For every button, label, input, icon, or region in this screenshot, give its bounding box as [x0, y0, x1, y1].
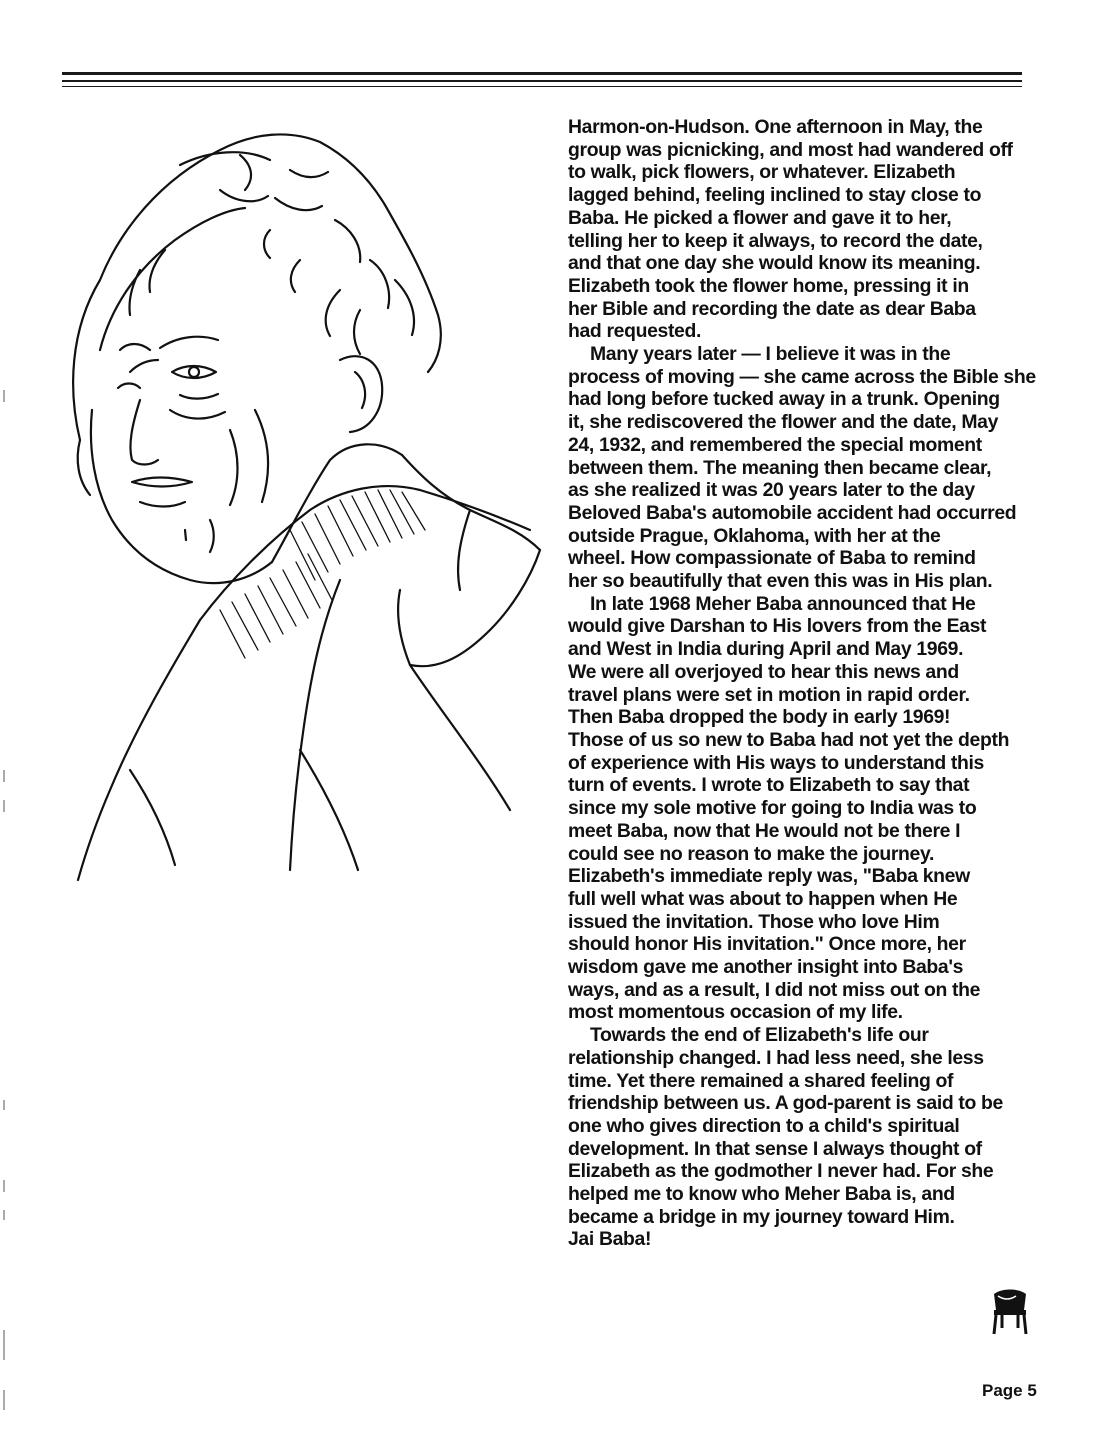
- paragraph-1: [568, 116, 1028, 343]
- header-rule-middle: [62, 80, 1022, 82]
- text-line: Elizabeth took the flower home, pressing it in: [568, 274, 969, 297]
- text-line: Towards the end of Elizabeth's life our: [590, 1024, 929, 1047]
- text-line: Beloved Baba's automobile accident had occurred: [568, 501, 1017, 524]
- text-line: turn of events. I wrote to Elizabeth to say that: [568, 774, 970, 797]
- text-line: helped me to know who Meher Baba is, and: [568, 1183, 955, 1206]
- paragraph-3: [568, 593, 1028, 1024]
- text-line: would give Darshan to His lovers from the East: [568, 615, 987, 638]
- text-line: full well what was about to happen when He: [568, 887, 958, 910]
- text-line: to walk, pick flowers, or whatever. Elizabeth: [568, 161, 956, 184]
- text-line: Elizabeth's immediate reply was, "Baba knew: [568, 865, 970, 888]
- text-line: had long before tucked away in a trunk. Opening: [568, 388, 1000, 411]
- text-line: relationship changed. I had less need, she less: [568, 1046, 984, 1069]
- text-line: group was picnicking, and most had wandered off: [568, 138, 1013, 161]
- article-body: [568, 116, 1036, 1251]
- text-line: wisdom gave me another insight into Baba's: [568, 956, 964, 979]
- text-line: 24, 1932, and remembered the special moment: [568, 433, 982, 456]
- paragraph-2: [568, 343, 1036, 593]
- portrait-sketch-icon: [40, 110, 560, 900]
- text-line: had requested.: [568, 320, 702, 343]
- text-line: and that one day she would know its meaning.: [568, 252, 981, 275]
- text-line: Jai Baba!: [568, 1228, 652, 1251]
- text-line: should honor His invitation." Once more, her: [568, 933, 966, 956]
- text-line: telling her to keep it always, to record the date,: [568, 229, 983, 252]
- text-line: outside Prague, Oklahoma, with her at the: [568, 524, 941, 547]
- text-line: Then Baba dropped the body in early 1969!: [568, 706, 951, 729]
- text-line: lagged behind, feeling inclined to stay close to: [568, 184, 982, 207]
- text-line: and West in India during April and May 1969.: [568, 638, 964, 661]
- text-line: time. Yet there remained a shared feeling of: [568, 1069, 954, 1092]
- text-line: ways, and as a result, I did not miss out on the: [568, 978, 981, 1001]
- scan-margin-marks: [0, 380, 10, 1430]
- text-line: Many years later — I believe it was in the: [590, 343, 951, 366]
- text-line: most momentous occasion of my life.: [568, 1001, 903, 1024]
- header-rule-top: [62, 72, 1022, 75]
- paragraph-4: [568, 1024, 1028, 1228]
- text-line: issued the invitation. Those who love Him: [568, 910, 940, 933]
- text-line: travel plans were set in motion in rapid order.: [568, 683, 970, 706]
- text-line: Elizabeth as the godmother I never had. For she: [568, 1160, 994, 1183]
- chair-emblem-icon: [988, 1288, 1032, 1336]
- text-line: one who gives direction to a child's spiritual: [568, 1114, 960, 1137]
- text-line: meet Baba, now that He would not be there I: [568, 819, 961, 842]
- closing-line: [568, 1228, 1028, 1251]
- text-line: process of moving — she came across the Bible she: [568, 365, 1036, 388]
- text-line: it, she rediscovered the flower and the date, May: [568, 411, 999, 434]
- text-line: her Bible and recording the date as dear Baba: [568, 297, 976, 320]
- text-line: In late 1968 Meher Baba announced that He: [590, 592, 976, 615]
- text-line: wheel. How compassionate of Baba to remind: [568, 547, 976, 570]
- text-line: friendship between us. A god-parent is said to be: [568, 1092, 1003, 1115]
- text-line: became a bridge in my journey toward Him.: [568, 1205, 955, 1228]
- text-line: her so beautifully that even this was in His plan.: [568, 570, 993, 593]
- text-line: could see no reason to make the journey.: [568, 842, 935, 865]
- text-line: since my sole motive for going to India was to: [568, 797, 977, 820]
- text-line: of experience with His ways to understand this: [568, 751, 984, 774]
- text-line: Baba. He picked a flower and gave it to her,: [568, 206, 952, 229]
- text-line: between them. The meaning then became clear,: [568, 456, 992, 479]
- page-number: Page 5: [982, 1381, 1037, 1400]
- header-rule-bottom: [62, 86, 1022, 87]
- text-line: Harmon-on-Hudson. One afternoon in May, the: [568, 116, 983, 138]
- text-line: as she realized it was 20 years later to the day: [568, 479, 975, 502]
- text-line: development. In that sense I always thought of: [568, 1137, 982, 1160]
- text-line: Those of us so new to Baba had not yet the depth: [568, 728, 1010, 751]
- text-line: We were all overjoyed to hear this news and: [568, 660, 959, 683]
